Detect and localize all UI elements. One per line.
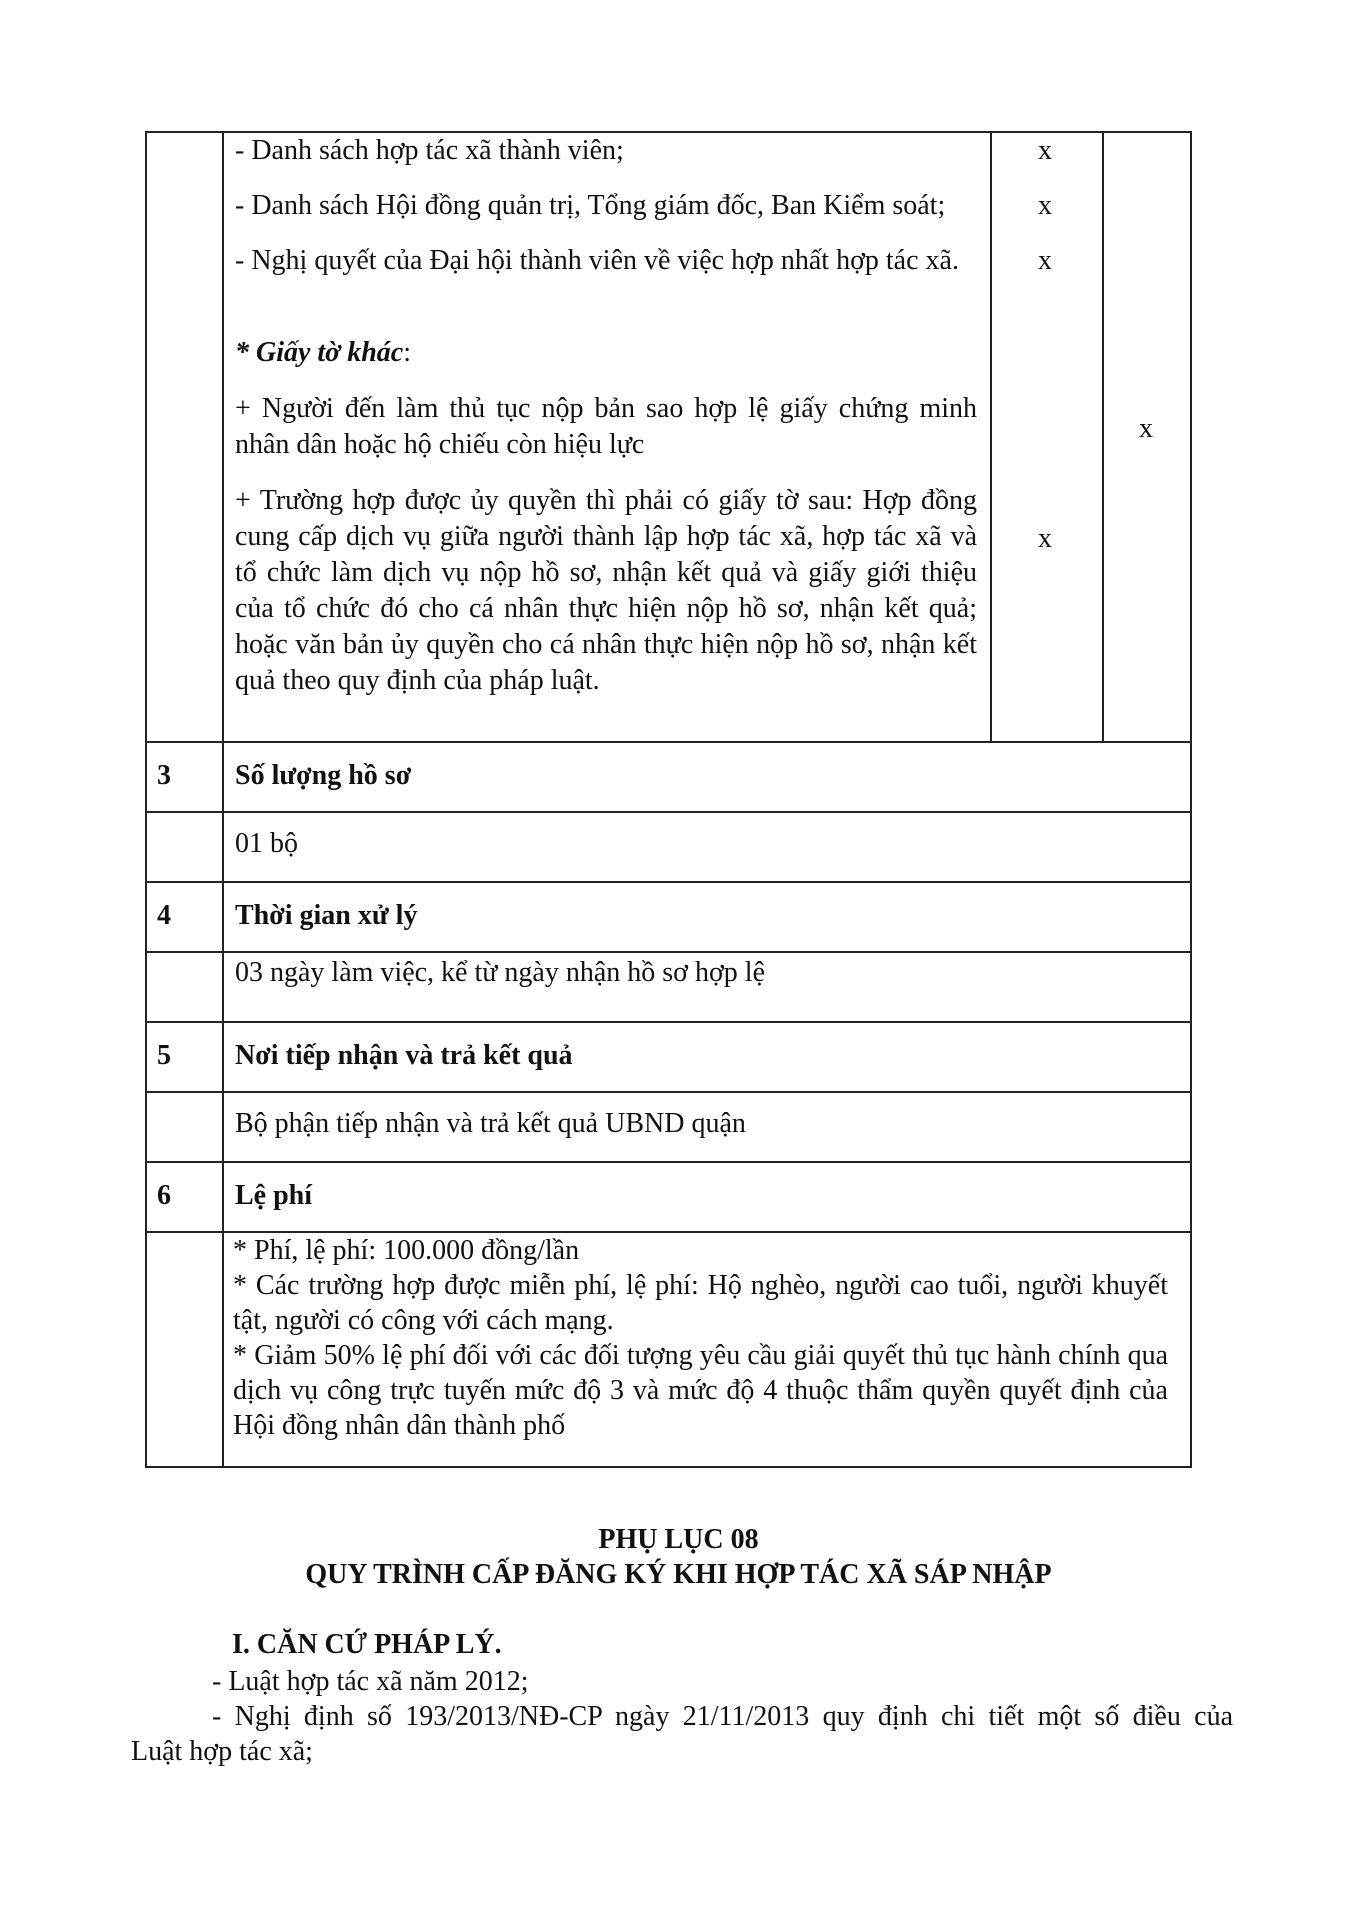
fee-line-2: * Các trường hợp được miễn phí, lệ phí: Hộ nghèo, người cao tuổi, người khuyết tật, người có công với cách mạng. bbox=[233, 1270, 1168, 1336]
other-docs-heading-label: * Giấy tờ khác bbox=[235, 337, 404, 368]
row-6-number: 6 bbox=[157, 1180, 171, 1211]
fee-line-3: * Giảm 50% lệ phí đối với các đối tượng yêu cầu giải quyết thủ tục hành chính qua dịch vụ công trực tuyến mức độ 3 và mức độ 4 thuộc thẩm quyền quyết định của Hội đồng nhân dân thành phố bbox=[233, 1340, 1168, 1441]
check-mark-item-1: x bbox=[1038, 135, 1052, 166]
appendix-title: PHỤ LỤC 08 bbox=[598, 1524, 759, 1555]
fee-line-1: * Phí, lệ phí: 100.000 đồng/lần bbox=[233, 1235, 580, 1266]
other-docs-heading-suffix: : bbox=[403, 337, 412, 368]
row-4-number: 4 bbox=[157, 900, 171, 931]
row-line-4b bbox=[145, 951, 1192, 953]
legal-item-2-cont: Luật hợp tác xã; bbox=[131, 1736, 313, 1767]
other-doc-item-1: + Người đến làm thủ tục nộp bản sao hợp lệ giấy chứng minh nhân dân hoặc hộ chiếu còn hiệu lực bbox=[235, 393, 977, 460]
row-line-5 bbox=[145, 1021, 1192, 1023]
row-5-content: Bộ phận tiếp nhận và trả kết quả UBND quận bbox=[235, 1108, 746, 1139]
row-line-4 bbox=[145, 881, 1192, 883]
row-5-number: 5 bbox=[157, 1040, 171, 1071]
other-docs-heading bbox=[235, 335, 975, 371]
row-line-6 bbox=[145, 1161, 1192, 1163]
table-col-separator bbox=[222, 131, 224, 1468]
check-mark-item-2: x bbox=[1038, 190, 1052, 221]
row-line-3b bbox=[145, 811, 1192, 813]
check-mark-other-2: x bbox=[1038, 523, 1052, 554]
row-3-number: 3 bbox=[157, 760, 171, 791]
appendix-subtitle: QUY TRÌNH CẤP ĐĂNG KÝ KHI HỢP TÁC XÃ SÁP NHẬP bbox=[305, 1559, 1052, 1590]
legal-item-2: - Nghị định số 193/2013/NĐ-CP ngày 21/11/2013 quy định chi tiết một số điều của bbox=[212, 1701, 1233, 1732]
doc-item-3: - Nghị quyết của Đại hội thành viên về việc hợp nhất hợp tác xã. bbox=[235, 245, 959, 276]
row-4-content: 03 ngày làm việc, kể từ ngày nhận hồ sơ hợp lệ bbox=[235, 957, 766, 988]
check-mark-item-3: x bbox=[1038, 245, 1052, 276]
row-6-heading: Lệ phí bbox=[235, 1180, 313, 1211]
row-line-3 bbox=[145, 741, 1192, 743]
legal-item-1: - Luật hợp tác xã năm 2012; bbox=[212, 1666, 529, 1697]
doc-item-2: - Danh sách Hội đồng quản trị, Tổng giám đốc, Ban Kiểm soát; bbox=[235, 190, 946, 221]
row-5-heading: Nơi tiếp nhận và trả kết quả bbox=[235, 1040, 573, 1071]
other-doc-item-2: + Trường hợp được ủy quyền thì phải có giấy tờ sau: Hợp đồng cung cấp dịch vụ giữa người thành lập hợp tác xã, hợp tác xã và tổ chức làm dịch vụ nộp hồ sơ, nhận kết quả và giấy giới thiệu của tổ chức đó cho cá nhân thực hiện nộp hồ sơ, nhận kết quả; hoặc văn bản ủy quyền cho cá nhân thực hiện nộp hồ sơ, nhận kết quả theo quy định của pháp luật. bbox=[235, 485, 977, 696]
row-4-heading: Thời gian xử lý bbox=[235, 900, 418, 931]
doc-item-1: - Danh sách hợp tác xã thành viên; bbox=[235, 135, 624, 166]
section-heading: I. CĂN CỨ PHÁP LÝ. bbox=[232, 1629, 502, 1660]
check-col-b-left bbox=[1102, 131, 1104, 742]
row-3-heading: Số lượng hồ sơ bbox=[235, 760, 412, 791]
row-3-content: 01 bộ bbox=[235, 828, 298, 859]
table-border-right bbox=[1190, 131, 1192, 1468]
check-mark-other-1: x bbox=[1139, 413, 1153, 444]
table-border-left bbox=[145, 131, 147, 1468]
row-line-5b bbox=[145, 1091, 1192, 1093]
table-bottom-border bbox=[145, 1466, 1192, 1468]
